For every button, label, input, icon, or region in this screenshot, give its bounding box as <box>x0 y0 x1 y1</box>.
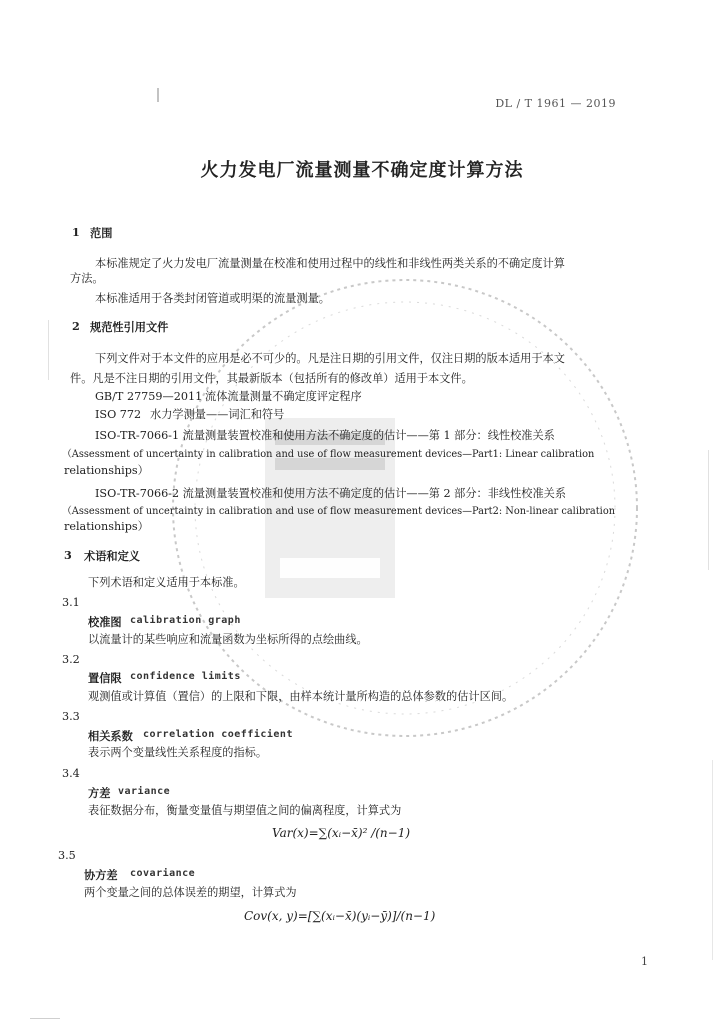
term-english: confidence limits <box>130 671 241 682</box>
section-3-title: 术语和定义 <box>84 549 140 563</box>
standard-code: DL / T 1961 — 2019 <box>495 97 616 110</box>
reference-iso-7066-1-line-1: ISO-TR-7066-1 流量测量装置校准和使用方法不确定度的估计——第 1 部分：线性校准关系 <box>95 429 555 442</box>
term-english: variance <box>118 786 171 797</box>
scan-mark <box>48 320 49 380</box>
term-english: correlation coefficient <box>143 729 293 740</box>
term-definition: 两个变量之间的总体误差的期望，计算式为 <box>84 886 297 899</box>
term-definition: 表征数据分布，衡量变量值与期望值之间的偏离程度，计算式为 <box>88 804 402 817</box>
reference-iso-7066-2-line-3: relationships） <box>64 520 149 533</box>
scan-mark <box>157 88 159 102</box>
reference-iso-7066-1-line-2: （Assessment of uncertainty in calibration and use of flow measurement devices—Part1: Linear calibration <box>62 449 595 460</box>
scan-mark <box>30 1018 60 1019</box>
section-1-paragraph-2: 本标准适用于各类封闭管道或明渠的流量测量。 <box>95 292 330 305</box>
reference-iso-7066-2-line-2: （Assessment of uncertainty in calibration and use of flow measurement devices—Part2: Non-linear calibration <box>62 506 616 517</box>
section-2-title: 规范性引用文件 <box>90 320 169 334</box>
scan-mark <box>712 760 713 960</box>
reference-code: GB/T 27759—2011 <box>95 390 203 403</box>
term-english: covariance <box>130 868 196 879</box>
term-chinese: 协方差 <box>84 868 118 882</box>
reference-iso-7066-1-line-3: relationships） <box>64 464 149 477</box>
term-number: 3.3 <box>62 710 80 723</box>
section-1-paragraph-1-line-2: 方法。 <box>70 272 104 285</box>
reference-title: 流体流量测量不确定度评定程序 <box>205 390 362 403</box>
section-1-title: 范围 <box>90 226 113 240</box>
term-number: 3.2 <box>62 653 80 666</box>
term-chinese: 置信限 <box>88 671 122 685</box>
term-definition: 观测值或计算值（置信）的上限和下限，由样本统计量所构造的总体参数的估计区间。 <box>88 690 514 703</box>
variance-formula: Var(x)=∑(xᵢ−x̄)² /(n−1) <box>272 826 411 840</box>
section-2-intro-line-1: 下列文件对于本文件的应用是必不可少的。凡是注日期的引用文件，仅注日期的版本适用于本文 <box>95 352 565 365</box>
document-title: 火力发电厂流量测量不确定度计算方法 <box>200 160 524 181</box>
page-number: 1 <box>641 955 648 968</box>
term-definition: 表示两个变量线性关系程度的指标。 <box>88 746 268 759</box>
term-chinese: 方差 <box>88 786 111 800</box>
section-1-paragraph-1-line-1: 本标准规定了火力发电厂流量测量在校准和使用过程中的线性和非线性两类关系的不确定度计算 <box>95 257 565 270</box>
section-3-intro: 下列术语和定义适用于本标准。 <box>88 576 245 589</box>
section-3-number: 3 <box>64 548 72 562</box>
term-chinese: 校准图 <box>88 615 122 629</box>
section-2-intro-line-2: 件。凡是不注日期的引用文件，其最新版本（包括所有的修改单）适用于本文件。 <box>70 372 473 385</box>
covariance-formula: Cov(x, y)=[∑(xᵢ−x̄)(yᵢ−ȳ)]/(n−1) <box>244 909 436 923</box>
term-definition: 以流量计的某些响应和流量函数为坐标所得的点绘曲线。 <box>88 633 368 646</box>
reference-iso-7066-2-line-1: ISO-TR-7066-2 流量测量装置校准和使用方法不确定度的估计——第 2 部分：非线性校准关系 <box>95 487 567 500</box>
term-chinese: 相关系数 <box>88 729 133 743</box>
reference-code: ISO 772 <box>95 408 142 421</box>
section-1-number: 1 <box>72 225 80 239</box>
section-2-number: 2 <box>72 319 80 333</box>
term-number: 3.5 <box>58 849 76 862</box>
reference-title: 水力学测量——词汇和符号 <box>150 408 285 421</box>
term-number: 3.1 <box>62 596 80 609</box>
term-number: 3.4 <box>62 767 80 780</box>
scan-mark <box>708 450 709 570</box>
term-english: calibration graph <box>130 615 241 626</box>
